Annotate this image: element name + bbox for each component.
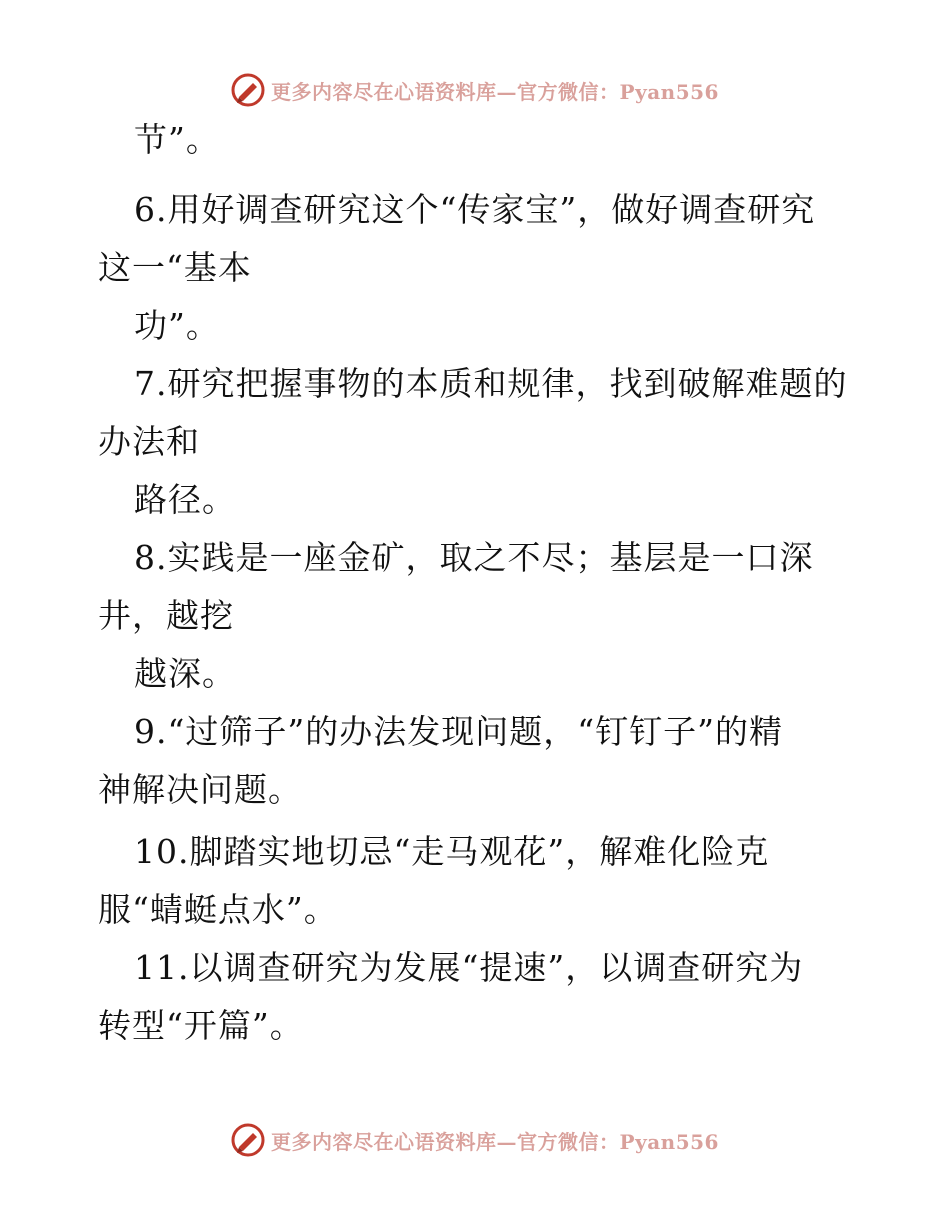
body-line: 神解决问题。 [98, 770, 302, 809]
body-line: 转型“开篇”。 [98, 1006, 304, 1045]
body-line: 节”。 [134, 120, 220, 159]
header-banner-inner [231, 73, 719, 107]
body-line: 11.以调查研究为发展“提速”，以调查研究为 [134, 948, 804, 987]
body-line: 8.实践是一座金矿，取之不尽；基层是一口深 [134, 538, 814, 577]
body-line: 10.脚踏实地切忌“走马观花”，解难化险克 [134, 832, 770, 871]
pen-logo-icon [231, 1123, 265, 1157]
body-line: 井，越挖 [98, 596, 234, 635]
body-line: 服“蜻蜓点水”。 [98, 890, 338, 929]
pen-logo-icon [231, 73, 265, 107]
header-banner-text: 更多内容尽在心语资料库—官方微信：Pyan556 [271, 79, 719, 104]
body-line: 9.“过筛子”的办法发现问题，“钉钉子”的精 [134, 712, 783, 751]
body-line: 路径。 [134, 480, 236, 519]
footer-banner-inner [231, 1123, 719, 1157]
footer-banner-text: 更多内容尽在心语资料库—官方微信：Pyan556 [271, 1129, 719, 1154]
body-line: 6.用好调查研究这个“传家宝”，做好调查研究 [134, 190, 816, 229]
header-banner [0, 70, 950, 110]
body-line: 7.研究把握事物的本质和规律，找到破解难题的 [134, 364, 848, 403]
body-line: 功”。 [134, 306, 220, 345]
body-line: 这一“基本 [98, 248, 252, 287]
body-line: 越深。 [134, 654, 236, 693]
body-line: 办法和 [98, 422, 200, 461]
footer-banner [0, 1120, 950, 1160]
